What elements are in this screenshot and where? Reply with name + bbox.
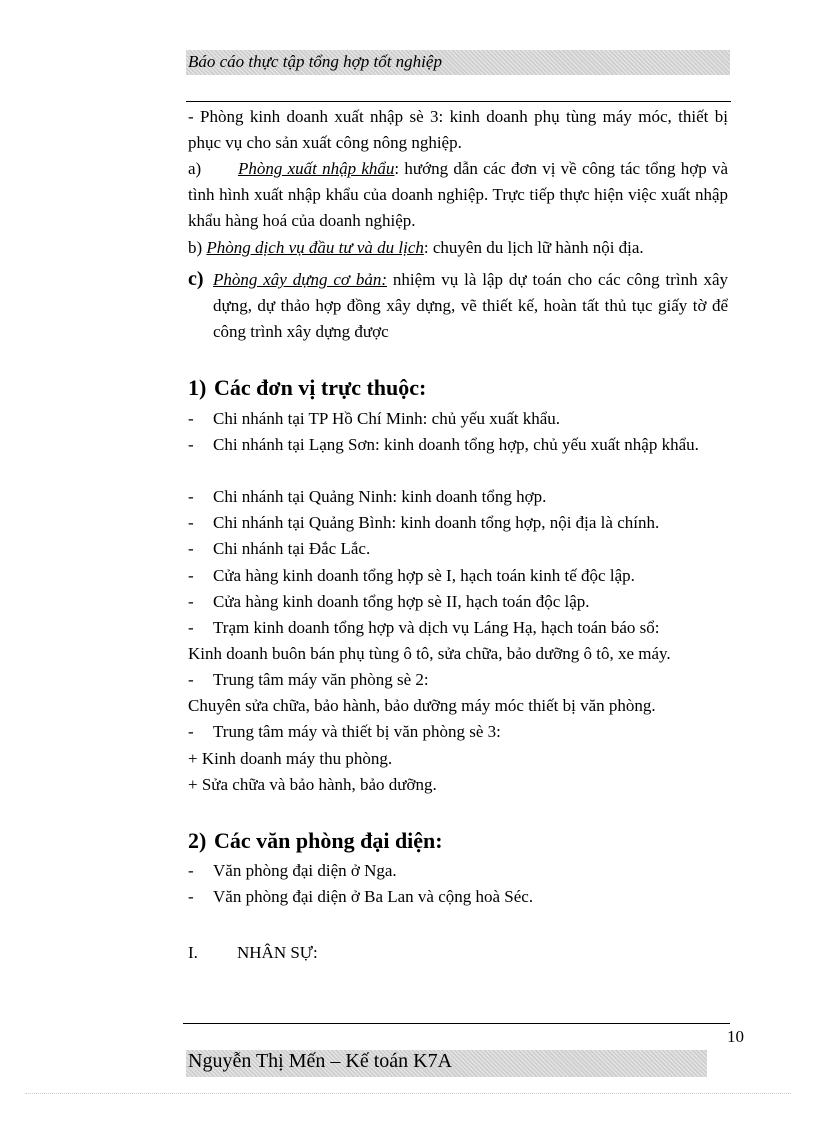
header-rule [186,101,731,102]
list-item: - Chi nhánh tại Quảng Ninh: kinh doanh tổng hợp. [188,487,547,506]
list-item: - Cửa hàng kinh doanh tổng hợp sè I, hạch toán kinh tế độc lập. [188,566,635,585]
footer-author: Nguyễn Thị Mến – Kế toán K7A [188,1050,453,1072]
list-item: - Văn phòng đại diện ở Nga. [188,861,397,880]
item-a-text: : hướng dẫn các đơn vị về công tác tổng hợp và tình hình xuất nhập khẩu của doanh nghiệp. Trực tiếp thực hiện việc xuất nhập khẩu hàng hoá của doanh nghiệp. [188,159,729,230]
section-1-number: 1) [188,375,207,400]
section-3-title: NHÂN SỰ: [237,943,318,962]
list-item: - Chi nhánh tại TP Hồ Chí Minh: chủ yếu xuất khẩu. [188,409,561,428]
item-c-title: Phòng xây dựng cơ bản: [213,270,388,289]
item-c-paragraph [213,267,728,345]
page-number: 10 [727,1027,744,1046]
item-b-text: : chuyên du lịch lữ hành nội địa. [423,238,644,257]
item-a-title: Phòng xuất nhập khẩu [238,159,395,178]
item-a-paragraph [188,156,728,234]
item-a-label: a) [188,159,202,178]
list-item: - Văn phòng đại diện ở Ba Lan và cộng hoà Séc. [188,887,534,906]
list-item: - Chi nhánh tại Quảng Bình: kinh doanh tổng hợp, nội địa là chính. [188,513,660,532]
section-1-heading [188,373,426,403]
list-item: - Cửa hàng kinh doanh tổng hợp sè II, hạch toán độc lập. [188,592,590,611]
header-title: Báo cáo thực tập tổng hợp tốt nghiệp [188,52,442,71]
intro-paragraph: - Phòng kinh doanh xuất nhập sè 3: kinh doanh phụ tùng máy móc, thiết bị phục vụ cho sản xuất công nông nghiệp. [188,107,728,152]
tram-description: Kinh doanh buôn bán phụ tùng ô tô, sửa chữa, bảo dưỡng ô tô, xe máy. [188,644,671,663]
list-item: - Trạm kinh doanh tổng hợp và dịch vụ Láng Hạ, hạch toán báo sổ: [188,618,660,637]
item-b-title: Phòng dịch vụ đầu tư và du lịch [206,238,424,257]
item-b-paragraph [188,235,728,261]
section-1-title: Các đơn vị trực thuộc: [214,375,427,400]
list-item: - Trung tâm máy và thiết bị văn phòng sè 3: [188,722,501,741]
section-2-number: 2) [188,828,207,853]
item-b-label: b) [188,238,203,257]
footer-rule [183,1023,730,1024]
tt3-plus-1: + Kinh doanh máy thu phòng. [188,749,393,768]
section-2-title: Các văn phòng đại diện: [214,828,443,853]
tt2-description: Chuyên sửa chữa, bảo hành, bảo dưỡng máy móc thiết bị văn phòng. [188,696,656,715]
item-c-text: nhiệm vụ là lập dự toán cho các công trình xây dựng, dự thảo hợp đồng xây dựng, vẽ thiết kế, hoàn tất thủ tục giấy tờ để công trình xây dựng được [213,270,728,341]
section-3-number: I. [188,943,198,962]
tt3-plus-2: + Sửa chữa và bảo hành, bảo dưỡng. [188,775,437,794]
page-bottom-divider [25,1093,791,1094]
section-2-heading [188,826,443,856]
list-item: - Chi nhánh tại Đắc Lắc. [188,539,371,558]
list-item: - Chi nhánh tại Lạng Sơn: kinh doanh tổng hợp, chủ yếu xuất nhập khẩu. [188,435,699,454]
list-item: - Trung tâm máy văn phòng sè 2: [188,670,429,689]
item-c-label: c) [188,268,204,290]
